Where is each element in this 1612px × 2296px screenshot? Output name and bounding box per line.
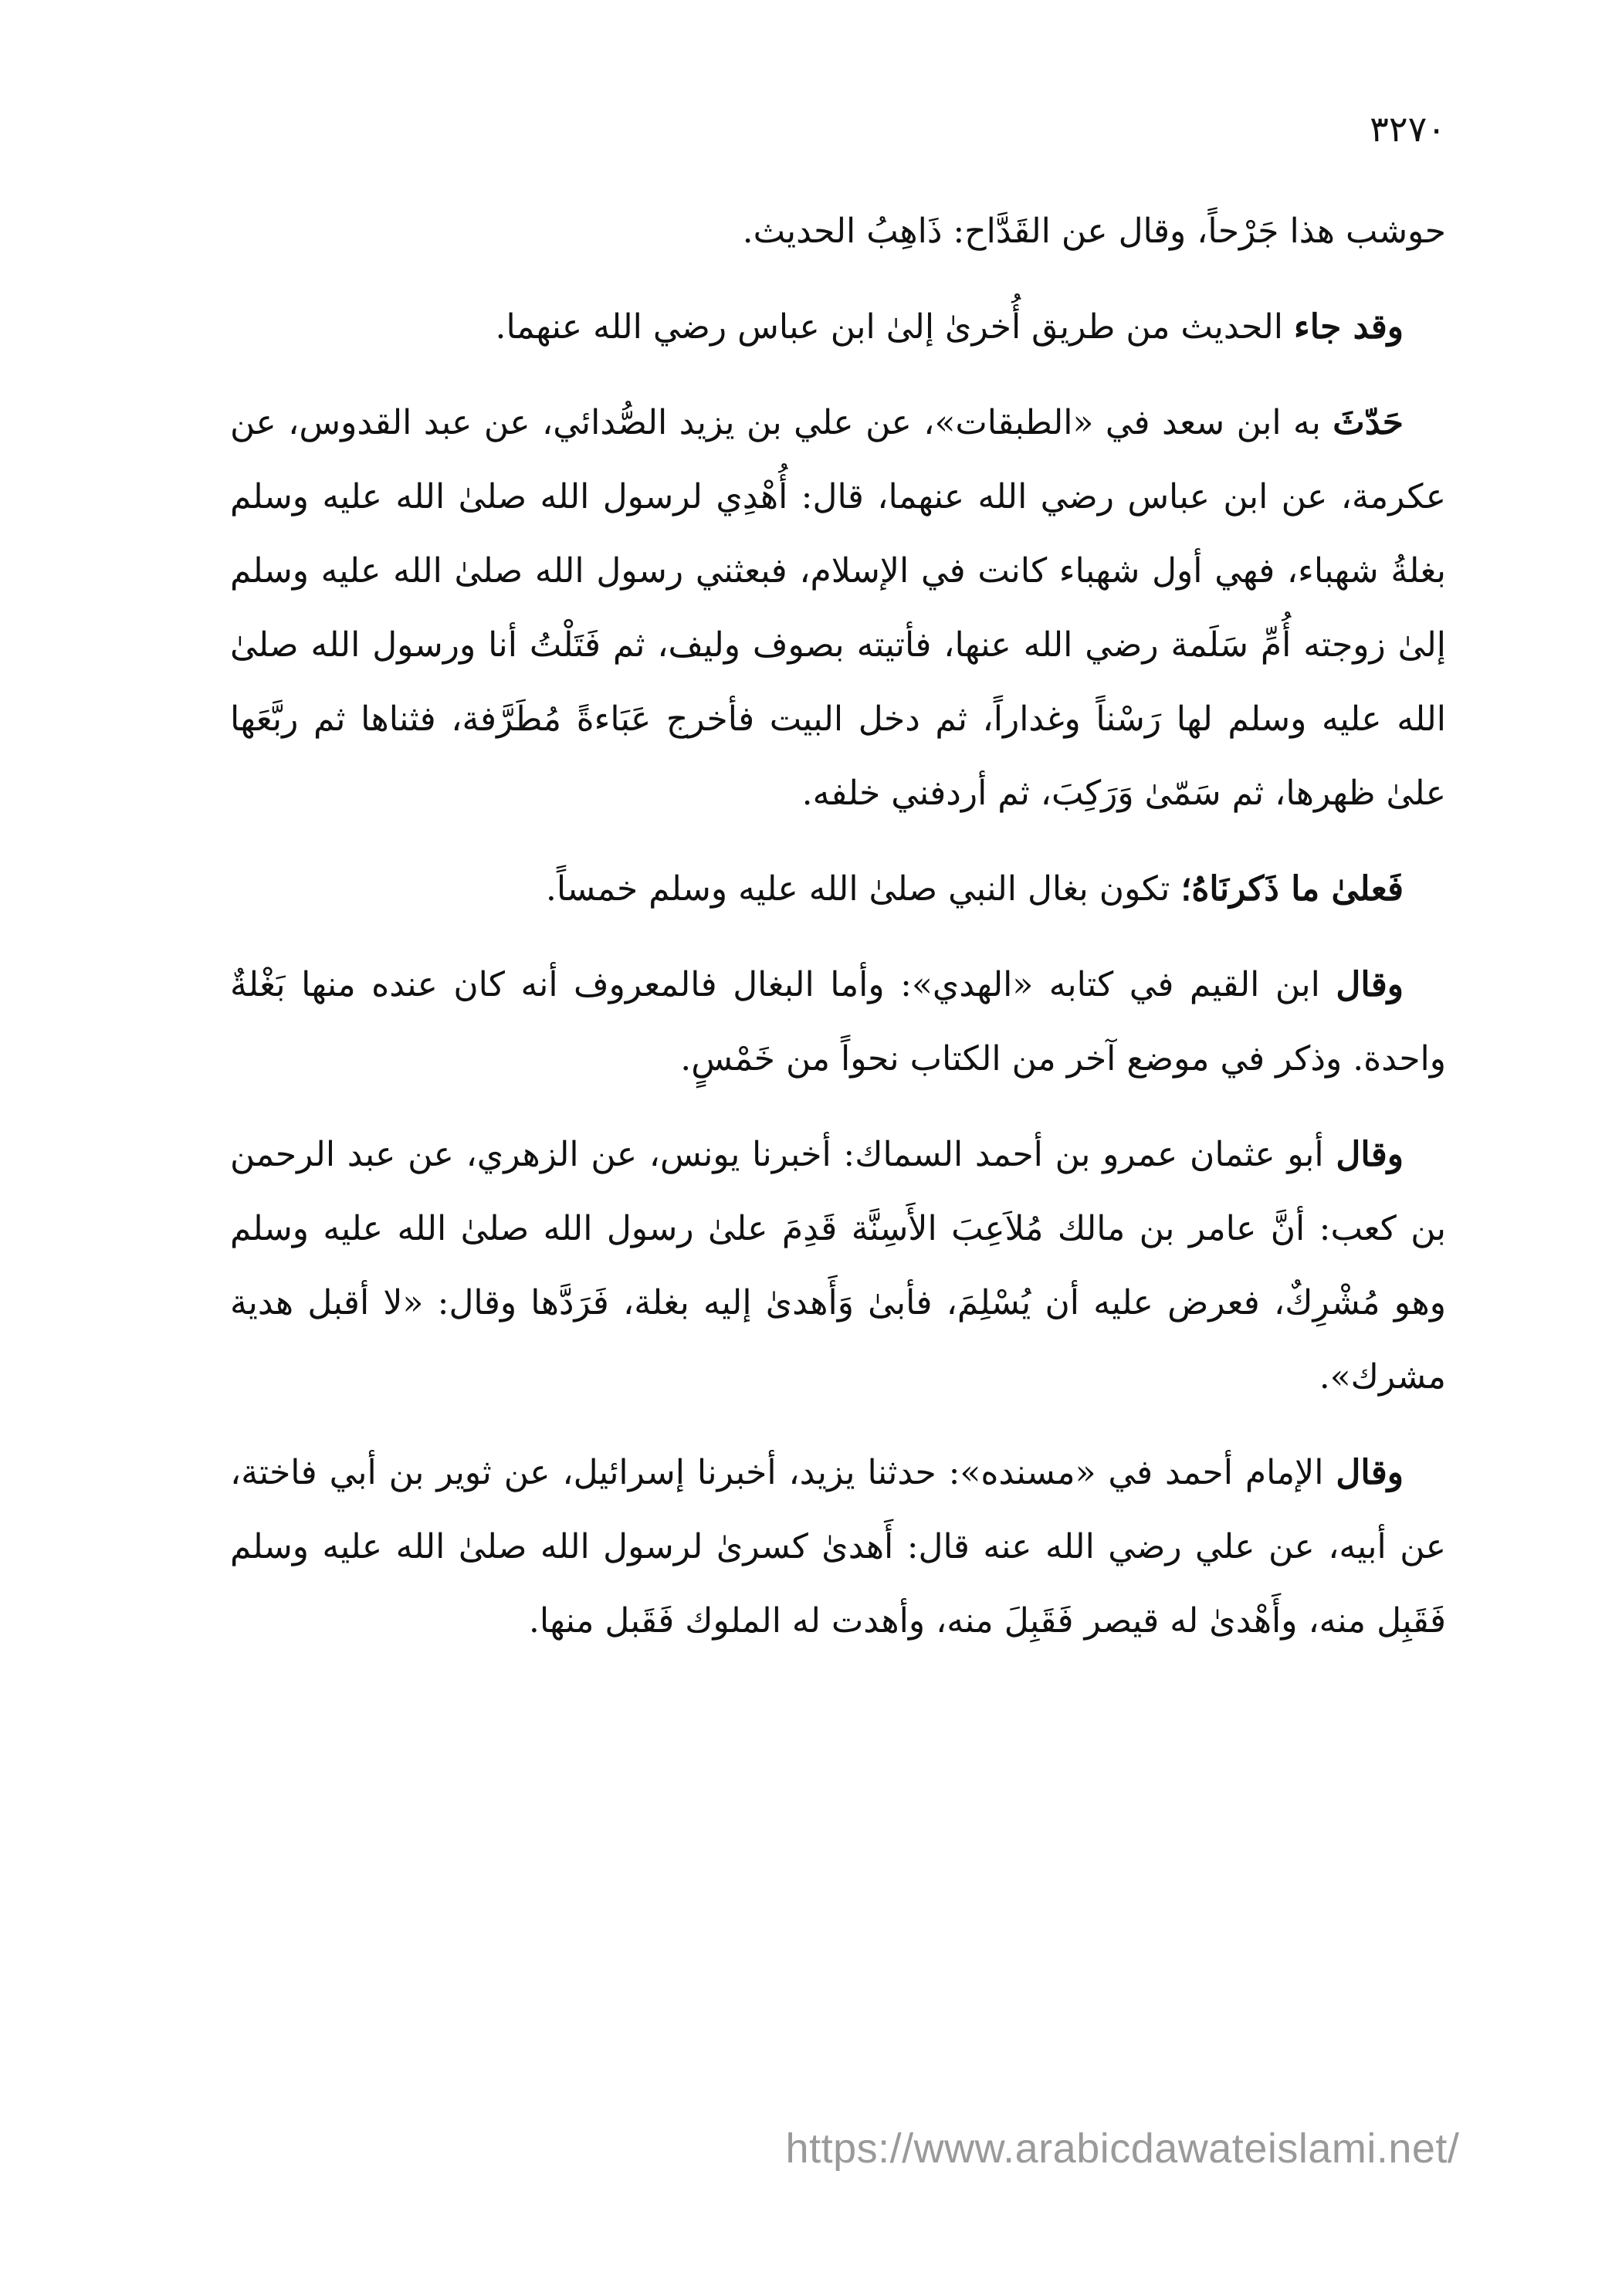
paragraph-text: الإمام أحمد في «مسنده»: حدثنا يزيد، أخبرنا إسرائيل، عن ثوير بن أبي فاختة، عن أبيه، عن علي رضي الله عنه قال: أَهدىٰ كسرىٰ لرسول الله صلىٰ الله عليه وسلم فَقَبِل منه، وأَهْدىٰ له قيصر فَقَبِلَ منه، وأهدت له الملوك فَقَبل منها. — [230, 1453, 1446, 1641]
paragraph-lead: حَدّثَ — [1333, 403, 1404, 442]
website-watermark: https://www.arabicdawateislami.net/ — [785, 2125, 1460, 2172]
paragraph-2 — [230, 290, 1446, 364]
paragraph-3 — [230, 386, 1446, 831]
paragraph-text: به ابن سعد في «الطبقات»، عن علي بن يزيد الصُّدائي، عن عبد القدوس، عن عكرمة، عن ابن عباس رضي الله عنهما، قال: أُهْدِي لرسول الله صلىٰ الله عليه وسلم بغلةُ شهباء، فهي أول شهباء كانت في الإسلام، فبعثني رسول الله صلىٰ الله عليه وسلم إلىٰ زوجته أُمِّ سَلَمة رضي الله عنها، فأتيته بصوف وليف، ثم فَتَلْتُ أنا ورسول الله صلىٰ الله عليه وسلم لها رَسْناً وغداراً، ثم دخل البيت فأخرج عَبَاءةً مُطَرَّفة، فثناها ثم ربَّعَها علىٰ ظهرها، ثم سَمّىٰ وَرَكِبَ، ثم أردفني خلفه. — [230, 403, 1446, 813]
paragraph-text: حوشب هذا جَرْحاً، وقال عن القَدَّاح: ذَاهِبُ الحديث. — [742, 212, 1446, 251]
paragraph-lead: فَعلىٰ ما ذَكرنَاهُ؛ — [1180, 869, 1404, 909]
paragraph-4 — [230, 852, 1446, 926]
paragraph-text: تكون بغال النبي صلىٰ الله عليه وسلم خمساً. — [545, 869, 1181, 909]
page-number: ٣٢٧٠ — [1370, 108, 1446, 150]
paragraph-6 — [230, 1118, 1446, 1414]
paragraph-text: أبو عثمان عمرو بن أحمد السماك: أخبرنا يونس، عن الزهري، عن عبد الرحمن بن كعب: أنَّ عامر بن مالك مُلاَعِبَ الأَسِنَّة قَدِمَ علىٰ رسول الله صلىٰ الله عليه وسلم وهو مُشْرِكٌ، فعرض عليه أن يُسْلِمَ، فأبىٰ وَأَهدىٰ إليه بغلة، فَرَدَّها وقال: «لا أقبل هدية مشرك». — [230, 1135, 1446, 1397]
paragraph-text: الحديث من طريق أُخرىٰ إلىٰ ابن عباس رضي الله عنهما. — [495, 307, 1294, 347]
page-body — [230, 195, 1446, 1680]
paragraph-text: ابن القيم في كتابه «الهدي»: وأما البغال فالمعروف أنه كان عنده منها بَغْلةٌ واحدة. وذكر في موضع آخر من الكتاب نحواً من خَمْسٍ. — [230, 965, 1446, 1079]
paragraph-1 — [230, 195, 1446, 269]
paragraph-lead: وقال — [1336, 1135, 1404, 1174]
paragraph-5 — [230, 948, 1446, 1096]
paragraph-7 — [230, 1436, 1446, 1658]
paragraph-lead: وقد جاء — [1294, 307, 1404, 347]
paragraph-lead: وقال — [1336, 965, 1404, 1004]
paragraph-lead: وقال — [1336, 1453, 1404, 1492]
